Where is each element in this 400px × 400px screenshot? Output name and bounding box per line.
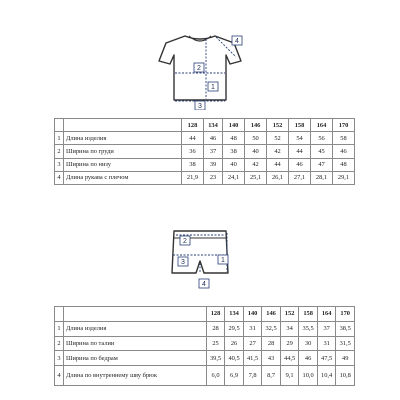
- table-row: [55, 336, 355, 351]
- cell: 31: [317, 336, 336, 351]
- marker-2: 2: [197, 65, 201, 72]
- size-header: 152: [280, 307, 299, 322]
- cell: 29: [280, 336, 299, 351]
- size-header: 134: [225, 307, 244, 322]
- cell: 34: [280, 321, 299, 336]
- cell: 35,5: [299, 321, 318, 336]
- cell: 38,5: [336, 321, 355, 336]
- marker-3: 3: [181, 259, 185, 266]
- cell: 25,1: [245, 171, 267, 184]
- header-blank: [55, 307, 64, 322]
- row-label: Длина рукава с плечом: [64, 171, 182, 184]
- size-header: 140: [223, 119, 245, 132]
- cell: 24,1: [223, 171, 245, 184]
- row-label: Ширина по низу: [64, 158, 182, 171]
- cell: 27,1: [289, 171, 311, 184]
- row-number: 2: [55, 145, 64, 158]
- marker-4: 4: [202, 281, 206, 288]
- cell: 10,4: [317, 366, 336, 386]
- cell: 26: [225, 336, 244, 351]
- row-label: Ширина по груди: [64, 145, 182, 158]
- cell: 8,7: [262, 366, 281, 386]
- header-blank: [55, 119, 64, 132]
- cell: 52: [267, 132, 289, 145]
- cell: 49: [336, 351, 355, 366]
- cell: 28: [206, 321, 225, 336]
- size-header: 128: [181, 119, 203, 132]
- cell: 56: [311, 132, 333, 145]
- cell: 38: [223, 145, 245, 158]
- row-number: 4: [55, 171, 64, 184]
- table-row: [55, 132, 355, 145]
- table-row: [55, 158, 355, 171]
- tshirt-size-table: [54, 118, 355, 185]
- cell: 47: [311, 158, 333, 171]
- cell: 32,5: [262, 321, 281, 336]
- cell: 44: [181, 132, 203, 145]
- cell: 46: [333, 145, 355, 158]
- table-header-row: [55, 119, 355, 132]
- cell: 27: [243, 336, 262, 351]
- table-row: [55, 351, 355, 366]
- table-row: [55, 145, 355, 158]
- size-header: 170: [336, 307, 355, 322]
- cell: 25: [206, 336, 225, 351]
- cell: 7,8: [243, 366, 262, 386]
- cell: 58: [333, 132, 355, 145]
- cell: 44: [289, 145, 311, 158]
- cell: 40,5: [225, 351, 244, 366]
- cell: 46: [299, 351, 318, 366]
- marker-1: 1: [221, 257, 225, 264]
- cell: 40: [223, 158, 245, 171]
- cell: 50: [245, 132, 267, 145]
- cell: 47,5: [317, 351, 336, 366]
- cell: 37: [203, 145, 222, 158]
- row-number: 3: [55, 351, 64, 366]
- table-header-row: [55, 307, 355, 322]
- size-header: 164: [311, 119, 333, 132]
- cell: 38: [181, 158, 203, 171]
- cell: 26,1: [267, 171, 289, 184]
- cell: 28,1: [311, 171, 333, 184]
- row-number: 1: [55, 321, 64, 336]
- cell: 31: [243, 321, 262, 336]
- cell: 42: [267, 145, 289, 158]
- cell: 30: [299, 336, 318, 351]
- row-label: Ширина по талии: [64, 336, 207, 351]
- shorts-size-table: [54, 306, 355, 386]
- cell: 36: [181, 145, 203, 158]
- header-blank: [64, 307, 207, 322]
- size-header: 140: [243, 307, 262, 322]
- size-header: 146: [262, 307, 281, 322]
- cell: 46: [203, 132, 222, 145]
- cell: 44,5: [280, 351, 299, 366]
- size-header: 164: [317, 307, 336, 322]
- cell: 28: [262, 336, 281, 351]
- shorts-measurement-sketch: [168, 225, 232, 293]
- marker-1: 1: [211, 84, 215, 91]
- cell: 46: [289, 158, 311, 171]
- marker-3: 3: [198, 103, 202, 110]
- cell: 29,5: [225, 321, 244, 336]
- cell: 39: [203, 158, 222, 171]
- table-row: [55, 171, 355, 184]
- row-number: 2: [55, 336, 64, 351]
- cell: 41,5: [243, 351, 262, 366]
- size-header: 158: [299, 307, 318, 322]
- cell: 40: [245, 145, 267, 158]
- cell: 48: [333, 158, 355, 171]
- cell: 45: [311, 145, 333, 158]
- row-label: Длина изделия: [64, 321, 207, 336]
- cell: 10,8: [336, 366, 355, 386]
- cell: 37: [317, 321, 336, 336]
- marker-4: 4: [235, 38, 239, 45]
- cell: 48: [223, 132, 245, 145]
- row-number: 1: [55, 132, 64, 145]
- table-row: [55, 366, 355, 386]
- row-number: 3: [55, 158, 64, 171]
- row-label: Ширина по бедрам: [64, 351, 207, 366]
- tshirt-measurement-sketch: [150, 28, 250, 110]
- size-header: 152: [267, 119, 289, 132]
- size-header: 158: [289, 119, 311, 132]
- marker-2: 2: [183, 238, 187, 245]
- cell: 39,5: [206, 351, 225, 366]
- cell: 29,1: [333, 171, 355, 184]
- cell: 42: [245, 158, 267, 171]
- row-label: Длина изделия: [64, 132, 182, 145]
- cell: 44: [267, 158, 289, 171]
- cell: 21,9: [181, 171, 203, 184]
- cell: 31,5: [336, 336, 355, 351]
- cell: 54: [289, 132, 311, 145]
- cell: 6,9: [225, 366, 244, 386]
- header-blank: [64, 119, 182, 132]
- table-row: [55, 321, 355, 336]
- cell: 43: [262, 351, 281, 366]
- row-number: 4: [55, 366, 64, 386]
- cell: 10,0: [299, 366, 318, 386]
- size-header: 146: [245, 119, 267, 132]
- cell: 23: [203, 171, 222, 184]
- size-header: 134: [203, 119, 222, 132]
- cell: 9,1: [280, 366, 299, 386]
- cell: 6,0: [206, 366, 225, 386]
- row-label: Длина по внутреннему шву брюк: [64, 366, 207, 386]
- size-header: 170: [333, 119, 355, 132]
- size-header: 128: [206, 307, 225, 322]
